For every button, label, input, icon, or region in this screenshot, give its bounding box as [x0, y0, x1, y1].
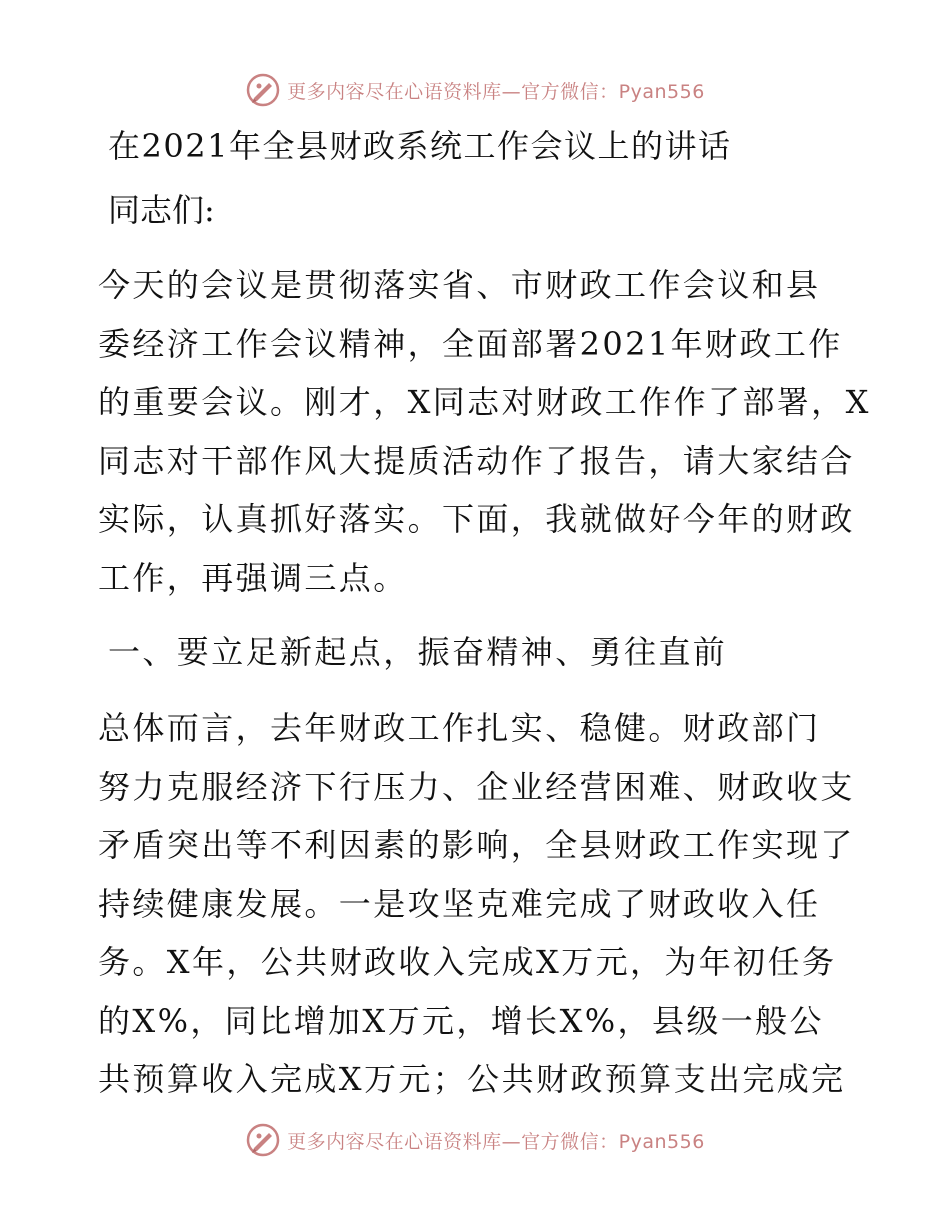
paragraph-intro	[98, 256, 871, 607]
text-line: 努力克服经济下行压力、企业经营困难、财政收支	[98, 767, 855, 806]
watermark-banner-bottom	[0, 1120, 950, 1160]
text-line: 共预算收入完成X万元；公共财政预算支出完成完	[98, 1060, 846, 1098]
document-title: 在2021年全县财政系统工作会议上的讲话	[108, 127, 732, 165]
watermark-text: 更多内容尽在心语资料库—官方微信：Pyan556	[287, 1130, 705, 1153]
text-line: 务。X年，公共财政收入完成X万元，为年初任务	[98, 943, 837, 981]
pen-logo-icon	[245, 72, 281, 108]
document-body	[98, 118, 871, 1109]
text-line: 同志对干部作风大提质活动作了报告，请大家结合	[98, 441, 855, 480]
text-line: 委经济工作会议精神，全面部署2021年财政工作	[98, 324, 843, 363]
salutation: 同志们:	[108, 191, 215, 229]
watermark-banner-top	[0, 70, 950, 110]
text-line: 总体而言，去年财政工作扎实、稳健。财政部门	[98, 709, 821, 747]
text-line: 的重要会议。刚才，X同志对财政工作作了部署，X	[98, 383, 871, 421]
section-heading-1: 一、要立足新起点，振奋精神、勇往直前	[108, 633, 728, 671]
paragraph-section-1	[98, 699, 858, 1109]
watermark-text: 更多内容尽在心语资料库—官方微信：Pyan556	[287, 80, 705, 103]
text-line: 持续健康发展。一是攻坚克难完成了财政收入任	[98, 884, 821, 923]
text-line: 今天的会议是贯彻落实省、市财政工作会议和县	[98, 266, 821, 304]
text-line: 实际，认真抓好落实。下面，我就做好今年的财政	[98, 500, 855, 538]
pen-logo-icon	[245, 1122, 281, 1158]
text-line: 的X%，同比增加X万元，增长X%，县级一般公	[98, 1001, 824, 1040]
text-line: 矛盾突出等不利因素的影响，全县财政工作实现了	[98, 826, 855, 864]
text-line: 工作，再强调三点。	[98, 558, 408, 597]
